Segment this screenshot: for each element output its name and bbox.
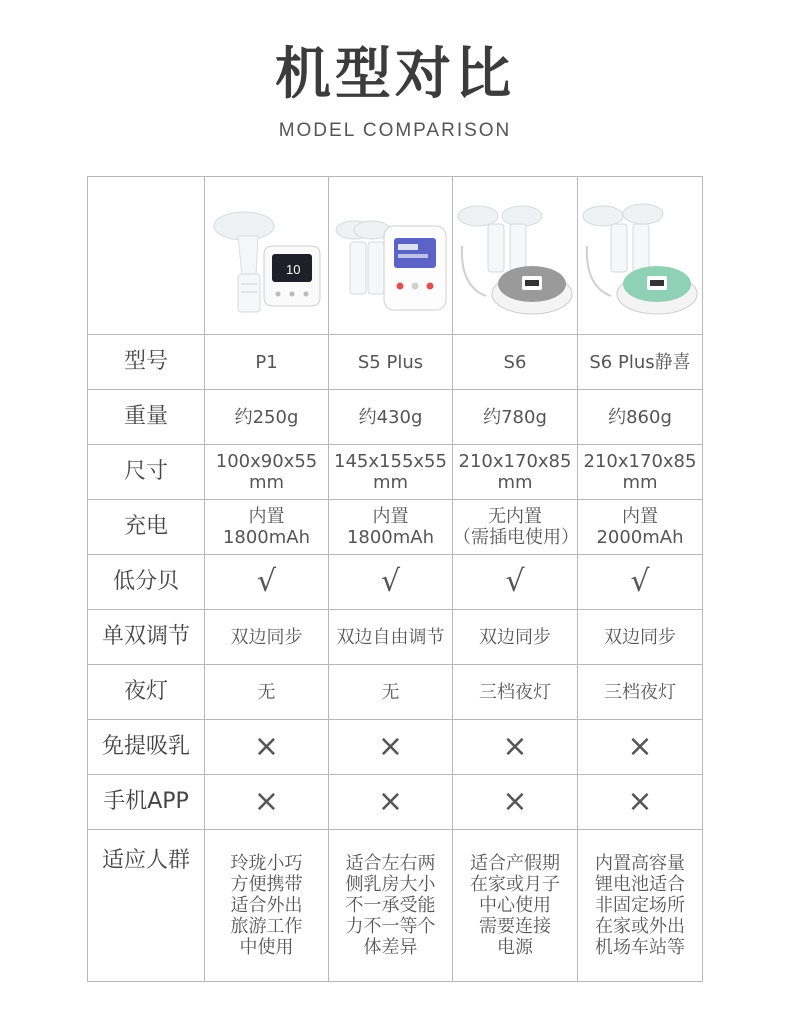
suit-line: 适合左右两 (345, 853, 436, 874)
cell-suit (205, 830, 329, 982)
cell-weight: 约430g (329, 390, 453, 445)
cross-icon: × (502, 729, 528, 764)
breast-pump-s6plus-icon (581, 186, 699, 326)
cell-hands-free (329, 720, 453, 775)
charge-line: 1800mAh (346, 527, 435, 548)
size-line: 100x90x55 (215, 451, 318, 472)
row-model (88, 335, 703, 390)
suit-line: 电源 (497, 937, 533, 958)
row-header-charge: 充电 (88, 500, 205, 555)
cell-low-db (453, 555, 578, 610)
image-row (88, 177, 703, 335)
row-header-night-light: 夜灯 (88, 665, 205, 720)
size-unit: mm (497, 472, 533, 493)
suit-line: 力不一等个 (345, 916, 436, 937)
charge-line: 1800mAh (222, 527, 311, 548)
suit-line: 方便携带 (230, 874, 303, 895)
cell-app (578, 775, 703, 830)
comparison-table (87, 176, 703, 982)
cell-suit (329, 830, 453, 982)
size-line: 210x170x85 (458, 451, 572, 472)
suit-line: 适合产假期 (470, 853, 560, 874)
cell-suit (578, 830, 703, 982)
checkmark-icon: √ (256, 564, 277, 599)
cross-icon: × (502, 784, 528, 819)
cell-adjust: 双边同步 (578, 610, 703, 665)
suit-line: 侧乳房大小 (345, 874, 436, 895)
row-header-model: 型号 (88, 335, 205, 390)
row-low-db (88, 555, 703, 610)
cell-adjust: 双边同步 (453, 610, 578, 665)
row-adjust (88, 610, 703, 665)
cross-icon: × (627, 784, 653, 819)
cross-icon: × (377, 784, 404, 819)
row-header-adjust: 单双调节 (88, 610, 205, 665)
cell-model: S5 Plus (329, 335, 453, 390)
suit-line: 内置高容量 (595, 853, 685, 874)
suit-line: 中心使用 (479, 895, 551, 916)
row-charge (88, 500, 703, 555)
product-image-s6plus (578, 177, 703, 335)
breast-pump-p1-icon (208, 186, 326, 326)
cell-model: S6 (453, 335, 578, 390)
cell-app (453, 775, 578, 830)
cell-charge (453, 500, 578, 555)
row-suit (88, 830, 703, 982)
breast-pump-s6-icon (456, 186, 574, 326)
cell-night-light: 无 (329, 665, 453, 720)
product-image-p1 (205, 177, 329, 335)
cell-size (453, 445, 578, 500)
cell-model: P1 (205, 335, 329, 390)
cell-weight: 约780g (453, 390, 578, 445)
row-app (88, 775, 703, 830)
charge-line: 内置 (248, 506, 285, 527)
row-header-hands-free: 免提吸乳 (88, 720, 205, 775)
row-header-suit: 适应人群 (88, 830, 205, 982)
size-unit: mm (622, 472, 658, 493)
cell-charge (578, 500, 703, 555)
cell-weight: 约860g (578, 390, 703, 445)
cell-size (578, 445, 703, 500)
cell-night-light: 无 (205, 665, 329, 720)
suit-line: 中使用 (239, 937, 294, 958)
cell-charge (329, 500, 453, 555)
cell-hands-free (578, 720, 703, 775)
cell-weight: 约250g (205, 390, 329, 445)
cell-app (329, 775, 453, 830)
cell-app (205, 775, 329, 830)
product-image-s6 (453, 177, 578, 335)
charge-line: 内置 (372, 506, 409, 527)
cell-low-db (205, 555, 329, 610)
cross-icon: × (627, 729, 653, 764)
cross-icon: × (253, 784, 280, 819)
cell-low-db (578, 555, 703, 610)
row-header-app: 手机APP (88, 775, 205, 830)
row-size (88, 445, 703, 500)
charge-line: 内置 (622, 506, 658, 527)
cell-hands-free (453, 720, 578, 775)
cell-hands-free (205, 720, 329, 775)
cell-night-light: 三档夜灯 (578, 665, 703, 720)
row-night-light (88, 665, 703, 720)
row-weight (88, 390, 703, 445)
suit-line: 需要连接 (479, 916, 551, 937)
row-header-weight: 重量 (88, 390, 205, 445)
checkmark-icon: √ (380, 564, 401, 599)
suit-line: 体差异 (363, 937, 418, 958)
charge-line: 2000mAh (596, 527, 684, 548)
size-line: 210x170x85 (583, 451, 697, 472)
empty-header-cell (88, 177, 205, 335)
cell-adjust: 双边同步 (205, 610, 329, 665)
page-title: 机型对比 (275, 42, 515, 107)
cell-charge (205, 500, 329, 555)
breast-pump-s5plus-icon (332, 186, 450, 326)
cell-adjust: 双边自由调节 (329, 610, 453, 665)
suit-line: 非固定场所 (595, 895, 685, 916)
suit-line: 适合外出 (230, 895, 303, 916)
cell-night-light: 三档夜灯 (453, 665, 578, 720)
cell-size (329, 445, 453, 500)
size-unit: mm (248, 472, 285, 493)
row-hands-free (88, 720, 703, 775)
suit-line: 机场车站等 (595, 937, 685, 958)
cell-low-db (329, 555, 453, 610)
charge-line: 无内置 (488, 506, 542, 527)
product-image-s5plus (329, 177, 453, 335)
suit-line: 旅游工作 (230, 916, 303, 937)
page-subtitle: MODEL COMPARISON (278, 120, 512, 141)
cross-icon: × (377, 729, 404, 764)
suit-line: 锂电池适合 (595, 874, 685, 895)
suit-line: 不一承受能 (345, 895, 436, 916)
cell-suit (453, 830, 578, 982)
cell-size (205, 445, 329, 500)
suit-line: 在家或外出 (595, 916, 685, 937)
size-line: 145x155x55 (334, 451, 447, 472)
cross-icon: × (253, 729, 280, 764)
cell-model: S6 Plus静喜 (578, 335, 703, 390)
row-header-size: 尺寸 (88, 445, 205, 500)
size-unit: mm (372, 472, 409, 493)
checkmark-icon: √ (630, 564, 650, 599)
svg-text:10: 10 (285, 261, 300, 277)
row-header-low-db: 低分贝 (88, 555, 205, 610)
suit-line: 在家或月子 (470, 874, 560, 895)
charge-line: （需插电使用） (453, 527, 579, 548)
suit-line: 玲珑小巧 (230, 853, 303, 874)
checkmark-icon: √ (505, 564, 525, 599)
